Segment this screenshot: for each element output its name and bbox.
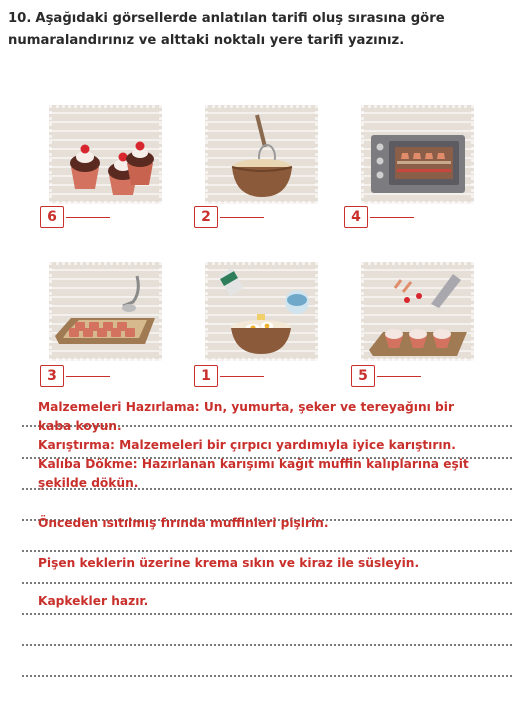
pouring-batter-tray-icon bbox=[49, 262, 162, 361]
decorated-cupcakes-icon bbox=[49, 105, 162, 204]
frosting-cupcakes-icon bbox=[361, 262, 474, 361]
question-number: 10. bbox=[8, 11, 32, 26]
writing-line bbox=[22, 613, 512, 615]
writing-line bbox=[22, 582, 512, 584]
panel-4-number: 3 bbox=[40, 365, 64, 387]
panel-ingredients bbox=[205, 262, 318, 361]
answer-step-6: Kapkekler hazır. bbox=[38, 594, 149, 608]
panel-pouring-batter bbox=[49, 262, 162, 361]
panel-decorated-cupcakes bbox=[49, 105, 162, 204]
panel-oven bbox=[361, 105, 474, 204]
writing-line bbox=[22, 550, 512, 552]
panel-2-line bbox=[220, 217, 264, 218]
answer-step-5: Pişen keklerin üzerine krema sıkın ve kiraz ile süsleyin. bbox=[38, 556, 420, 570]
writing-line bbox=[22, 644, 512, 646]
answer-step-4: Önceden ısıtılmış fırında muffinleri pişirin. bbox=[38, 516, 329, 530]
question-text: Aşağıdaki görsellerde anlatılan tarifi oluş sırasına göre numaralandırınız ve alttaki noktalı yere tarifi yazınız. bbox=[8, 11, 445, 48]
panel-mixing-bowl bbox=[205, 105, 318, 204]
ingredients-bowl-icon bbox=[205, 262, 318, 361]
answer-step-3: Kalıba Dökme: Hazırlanan karışımı kağıt muffin kalıplarına eşit şekilde dökün. bbox=[38, 457, 469, 490]
panel-4-line bbox=[66, 376, 110, 377]
mixing-bowl-whisk-icon bbox=[205, 105, 318, 204]
panel-5-number: 1 bbox=[194, 365, 218, 387]
panel-3-number: 4 bbox=[344, 206, 368, 228]
panel-6-line bbox=[377, 376, 421, 377]
question-header bbox=[8, 8, 513, 52]
panel-6-number: 5 bbox=[351, 365, 375, 387]
answer-step-1: Malzemeleri Hazırlama: Un, yumurta, şeker ve tereyağını bir kaba koyun. bbox=[38, 400, 454, 433]
panel-1-number: 6 bbox=[40, 206, 64, 228]
oven-icon bbox=[361, 105, 474, 204]
panel-2-number: 2 bbox=[194, 206, 218, 228]
panel-3-line bbox=[370, 217, 414, 218]
panel-5-line bbox=[220, 376, 264, 377]
panel-frosting bbox=[361, 262, 474, 361]
panel-1-line bbox=[66, 217, 110, 218]
writing-line bbox=[22, 675, 512, 677]
answer-step-2: Karıştırma: Malzemeleri bir çırpıcı yardımıyla iyice karıştırın. bbox=[38, 438, 456, 452]
